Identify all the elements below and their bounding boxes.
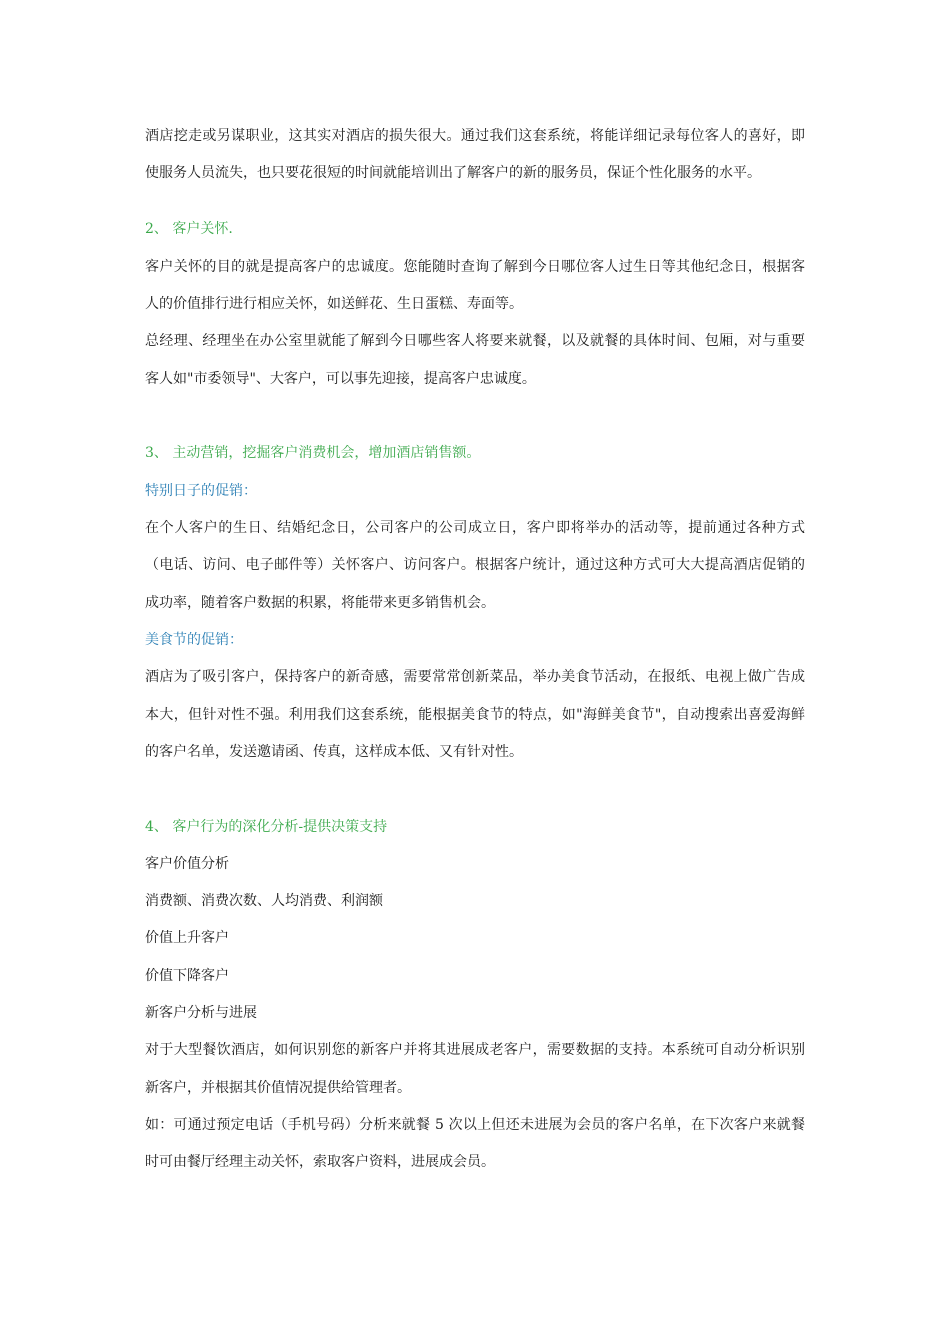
- section-heading: 2、 客户关怀.: [145, 221, 233, 237]
- list-item: 价值下降客户: [145, 968, 229, 984]
- paragraph-line: 在个人客户的生日、结婚纪念日，公司客户的公司成立日，客户即将举办的活动等，提前通过各种方式: [145, 520, 805, 536]
- paragraph-line: 如：可通过预定电话（手机号码）分析来就餐 5 次以上但还未进展为会员的客户名单，在下次客户来就餐: [145, 1117, 805, 1133]
- paragraph-line: 客户关怀的目的就是提高客户的忠诚度。您能随时查询了解到今日哪位客人过生日等其他纪念日，根据客: [145, 259, 805, 275]
- paragraph-line: 人的价值排行进行相应关怀，如送鲜花、生日蛋糕、寿面等。: [145, 296, 523, 312]
- paragraph-line: 成功率，随着客户数据的积累，将能带来更多销售机会。: [145, 595, 495, 611]
- paragraph-line: 时可由餐厅经理主动关怀，索取客户资料，进展成会员。: [145, 1154, 495, 1170]
- paragraph-line: 的客户名单，发送邀请函、传真，这样成本低、又有针对性。: [145, 744, 523, 760]
- paragraph-line: 本大，但针对性不强。利用我们这套系统，能根据美食节的特点，如"海鲜美食节"，自动搜索出喜爱海鲜: [145, 707, 805, 723]
- paragraph-line: （电话、访问、电子邮件等）关怀客户、访问客户。根据客户统计，通过这种方式可大大提高酒店促销的: [145, 557, 805, 573]
- list-item: 客户价值分析: [145, 856, 229, 872]
- section-heading: 4、 客户行为的深化分析-提供决策支持: [145, 819, 388, 835]
- subheading: 特别日子的促销：: [145, 483, 257, 499]
- list-item: 消费额、消费次数、人均消费、利润额: [145, 893, 383, 909]
- paragraph-line: 酒店为了吸引客户，保持客户的新奇感，需要常常创新菜品，举办美食节活动，在报纸、电视上做广告成: [145, 669, 805, 685]
- paragraph-line: 新客户，并根据其价值情况提供给管理者。: [145, 1080, 411, 1096]
- list-item: 价值上升客户: [145, 930, 229, 946]
- paragraph-line: 总经理、经理坐在办公室里就能了解到今日哪些客人将要来就餐，以及就餐的具体时间、包厢，对与重要: [145, 333, 805, 349]
- paragraph-line: 酒店挖走或另谋职业，这其实对酒店的损失很大。通过我们这套系统，将能详细记录每位客人的喜好，即: [145, 128, 805, 144]
- section-heading: 3、 主动营销，挖掘客户消费机会，增加酒店销售额。: [145, 445, 481, 461]
- paragraph-line: 使服务人员流失，也只要花很短的时间就能培训出了解客户的新的服务员，保证个性化服务的水平。: [145, 165, 761, 181]
- paragraph-line: 对于大型餐饮酒店，如何识别您的新客户并将其进展成老客户，需要数据的支持。本系统可自动分析识别: [145, 1042, 805, 1058]
- paragraph-line: 客人如"市委领导"、大客户，可以事先迎接，提高客户忠诚度。: [145, 371, 536, 387]
- subheading: 美食节的促销：: [145, 632, 243, 648]
- list-item: 新客户分析与进展: [145, 1005, 257, 1021]
